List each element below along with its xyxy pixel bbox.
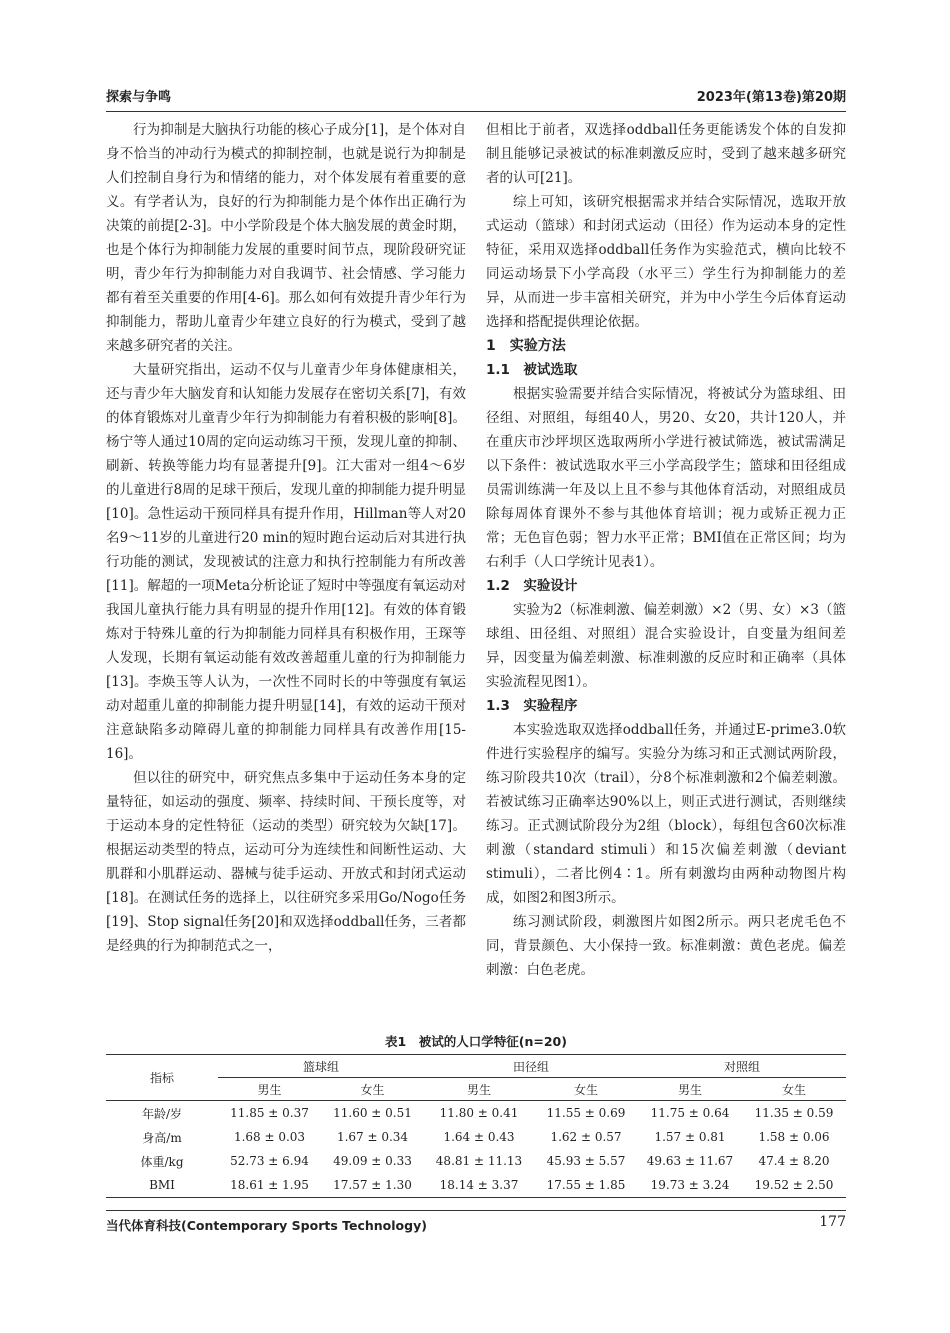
running-footer	[106, 1216, 846, 1240]
table-row	[106, 1173, 846, 1198]
table-cell: 1.68 ± 0.03	[233, 1130, 306, 1144]
paragraph-continued: 但相比于前者，双选择oddball任务更能诱发个体的自发抑制且能够记录被试的标准刺激反应时，受到了越来越多研究者的认可[21]。	[486, 122, 846, 186]
header-issue: 2023年(第13卷)第20期	[696, 90, 846, 105]
table-cell: 17.55 ± 1.85	[546, 1178, 626, 1192]
table-subheader: 男生	[424, 1078, 534, 1101]
table-cell: 1.67 ± 0.34	[336, 1130, 409, 1144]
table-group-header: 篮球组	[218, 1055, 424, 1078]
table-cell: 19.52 ± 2.50	[754, 1178, 834, 1192]
row-label: 身高/m	[142, 1130, 182, 1145]
table-cell: 1.64 ± 0.43	[443, 1130, 515, 1144]
footer-rule	[106, 1210, 846, 1211]
header-column-name: 探索与争鸣	[106, 90, 172, 105]
paragraph: 综上可知，该研究根据需求并结合实际情况，选取开放式运动（篮球）和封闭式运动（田径）作为运动本身的定性特征，采用双选择oddball任务作为实验范式，横向比较不同运动场景下小学高段（水平三）学生行为抑制能力的差异，从而进一步丰富相关研究，并为中小学生今后体育运动选择和搭配提供理论依据。	[486, 194, 846, 330]
subsection-heading: 1.1 被试选取	[486, 362, 578, 378]
row-label: 体重/kg	[140, 1154, 184, 1169]
page-number: 177	[819, 1214, 846, 1230]
table-cell: 47.4 ± 8.20	[758, 1154, 830, 1168]
table-row	[106, 1101, 846, 1126]
paragraph: 但以往的研究中，研究焦点多集中于运动任务本身的定量特征，如运动的强度、频率、持续时间、干预长度等，对于运动本身的定性特征（运动的类型）研究较为欠缺[17]。根据运动类型的特点，运动可分为连续性和间断性运动、大肌群和小肌群运动、器械与徒手运动、开放式和封闭式运动[18]。在测试任务的选择上，以往研究多采用Go/Nogo任务[19]、Stop signal任务[20]和双选择oddball任务，三者都是经典的行为抑制范式之一，	[106, 770, 466, 954]
table-cell: 1.62 ± 0.57	[550, 1130, 622, 1144]
demographics-table	[106, 1054, 846, 1198]
table-cell: 11.75 ± 0.64	[650, 1106, 730, 1120]
table-cell: 52.73 ± 6.94	[230, 1154, 309, 1168]
table-cell: 48.81 ± 11.13	[435, 1154, 523, 1168]
table-subheader: 女生	[534, 1078, 638, 1101]
table-cell: 19.73 ± 3.24	[650, 1178, 730, 1192]
paragraph: 大量研究指出，运动不仅与儿童青少年身体健康相关，还与青少年大脑发育和认知能力发展存在密切关系[7]，有效的体育锻炼对儿童青少年行为抑制能力有着积极的影响[8]。杨宁等人通过10周的定向运动练习干预，发现儿童的抑制、刷新、转换等能力均有显著提升[9]。江大雷对一组4～6岁的儿童进行8周的足球干预后，发现儿童的抑制能力提升明显[10]。急性运动干预同样具有提升作用，Hillman等人对20名9～11岁的儿童进行20 min的短时跑台运动后对其进行执行功能的测试，发现被试的注意力和执行控制能力有所改善[11]。解超的一项Meta分析论证了短时中等强度有氧运动对我国儿童执行能力具有明显的提升作用[12]。有效的体育锻炼对于特殊儿童的行为抑制能力同样具有积极作用，王琛等人发现，长期有氧运动能有效改善超重儿童的行为抑制能力[13]。李焕玉等人认为，一次性不同时长的中等强度有氧运动对超重儿童的抑制能力提升明显[14]，有效的运动干预对注意缺陷多动障碍儿童的抑制能力同样具有改善作用[15-16]。	[106, 362, 466, 762]
table-cell: 11.60 ± 0.51	[333, 1106, 412, 1120]
table-cell: 11.85 ± 0.37	[230, 1106, 309, 1120]
table-cell: 45.93 ± 5.57	[546, 1154, 626, 1168]
table-subheader: 男生	[638, 1078, 742, 1101]
table-cell: 1.57 ± 0.81	[654, 1130, 726, 1144]
footer-journal: 当代体育科技(Contemporary Sports Technology)	[106, 1218, 427, 1233]
paragraph: 行为抑制是大脑执行功能的核心子成分[1]，是个体对自身不恰当的冲动行为模式的抑制控制，也就是说行为抑制是人们控制自身行为和情绪的能力，对个体发展有着重要的意义。有学者认为，良好的行为抑制能力是个体作出正确行为决策的前提[2-3]。中小学阶段是个体大脑发展的黄金时期，也是个体行为抑制能力发展的重要时间节点，现阶段研究证明，青少年行为抑制能力对自我调节、社会情感、学习能力都有着至关重要的作用[4-6]。那么如何有效提升青少年行为抑制能力，帮助儿童青少年建立良好的行为模式，受到了越来越多研究者的关注。	[106, 122, 466, 354]
table-group-header: 田径组	[424, 1055, 638, 1078]
section-heading: 1 实验方法	[486, 338, 566, 354]
table-cell: 1.58 ± 0.06	[758, 1130, 830, 1144]
subsection-heading: 1.2 实验设计	[486, 578, 578, 594]
header-rule	[106, 111, 846, 112]
paragraph: 练习测试阶段，刺激图片如图2所示。两只老虎毛色不同，背景颜色、大小保持一致。标准刺激：黄色老虎。偏差刺激：白色老虎。	[486, 914, 846, 978]
table-caption: 表1 被试的人口学特征(n=20)	[385, 1034, 567, 1049]
paragraph: 根据实验需要并结合实际情况，将被试分为篮球组、田径组、对照组，每组40人，男20、女20，共计120人，并在重庆市沙坪坝区选取两所小学进行被试筛选，被试需满足以下条件：被试选取水平三小学高段学生；篮球和田径组成员需训练满一年及以上且不参与其他体育活动，对照组成员除每周体育课外不参与其他体育培训；视力或矫正视力正常；无色盲色弱；智力水平正常；BMI值在正常区间；均为右利手（人口学统计见表1）。	[486, 386, 846, 570]
table-cell: 49.09 ± 0.33	[333, 1154, 412, 1168]
table-row	[106, 1149, 846, 1173]
table-header-index: 指标	[106, 1055, 218, 1101]
row-label: BMI	[149, 1178, 175, 1192]
left-column	[106, 118, 466, 958]
right-column	[486, 118, 846, 982]
table-subheader: 男生	[218, 1078, 321, 1101]
table-cell: 49.63 ± 11.67	[646, 1154, 734, 1168]
table-cell: 11.55 ± 0.69	[546, 1106, 626, 1120]
table-cell: 17.57 ± 1.30	[333, 1178, 412, 1192]
row-label: 年龄/岁	[141, 1106, 183, 1121]
table-row	[106, 1125, 846, 1149]
table-cell: 18.14 ± 3.37	[439, 1178, 519, 1192]
table-cell: 11.80 ± 0.41	[439, 1106, 519, 1120]
table-subheader: 女生	[742, 1078, 846, 1101]
table-cell: 18.61 ± 1.95	[230, 1178, 309, 1192]
table-cell: 11.35 ± 0.59	[754, 1106, 834, 1120]
table-group-header: 对照组	[638, 1055, 846, 1078]
paragraph: 实验为2（标准刺激、偏差刺激）×2（男、女）×3（篮球组、田径组、对照组）混合实验设计，自变量为组间差异，因变量为偏差刺激、标准刺激的反应时和正确率（具体实验流程见图1）。	[486, 602, 846, 690]
paragraph: 本实验选取双选择oddball任务，并通过E-prime3.0软件进行实验程序的编写。实验分为练习和正式测试两阶段，练习阶段共10次（trail），分8个标准刺激和2个偏差刺激。若被试练习正确率达90%以上，则正式进行测试，否则继续练习。正式测试阶段分为2组（block），每组包含60次标准刺激（standard stimuli）和15次偏差刺激（deviant stimuli），二者比例4∶1。所有刺激均由两种动物图片构成，如图2和图3所示。	[486, 722, 846, 906]
running-header	[106, 86, 846, 110]
table-subheader: 女生	[321, 1078, 424, 1101]
subsection-heading: 1.3 实验程序	[486, 698, 578, 714]
